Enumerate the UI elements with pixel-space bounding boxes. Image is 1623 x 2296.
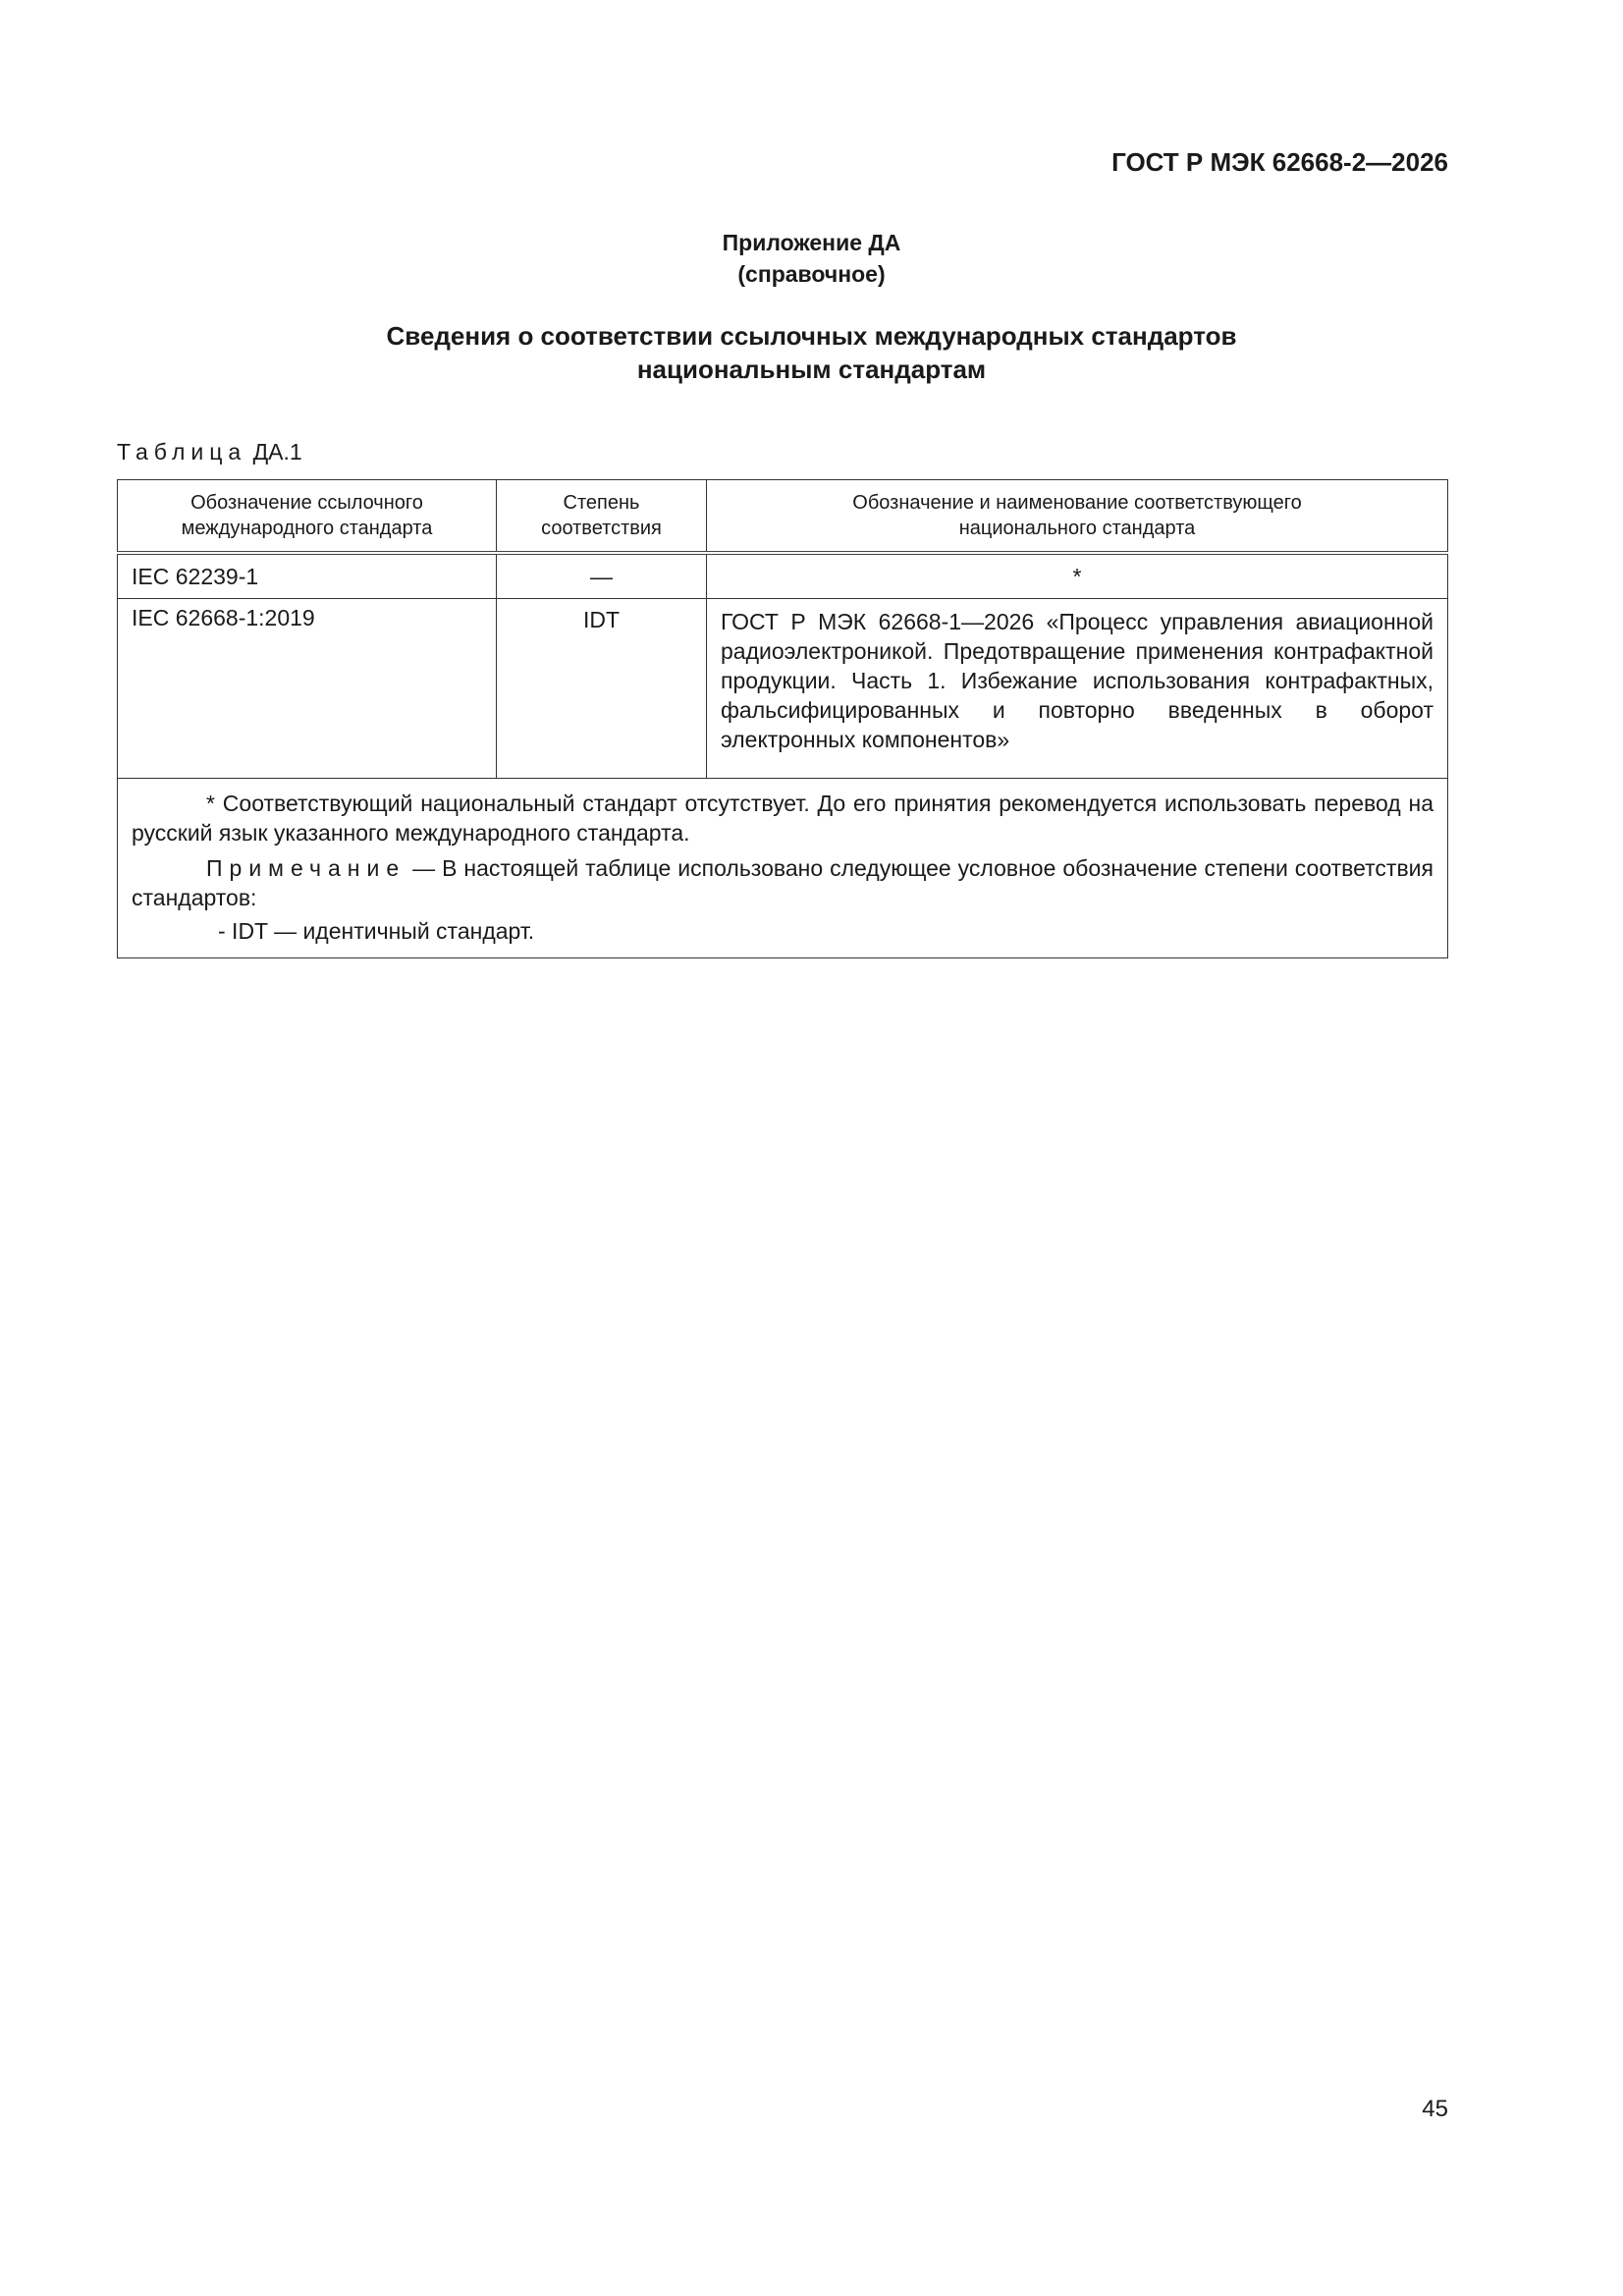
cell-degree: IDT xyxy=(497,599,707,779)
header-reference-standard xyxy=(118,480,497,554)
main-title xyxy=(0,319,1623,386)
annex-subtitle: (справочное) xyxy=(737,261,886,287)
document-code: ГОСТ Р МЭК 62668-2—2026 xyxy=(1111,147,1448,177)
table-row xyxy=(118,553,1448,599)
page-number: 45 xyxy=(1422,2096,1448,2122)
table-footnote-row xyxy=(118,779,1448,958)
header-degree-line2: соответствия xyxy=(541,518,662,539)
main-title-line1: Сведения о соответствии ссылочных международных стандартов xyxy=(386,321,1237,351)
header-reference-line2: международного стандарта xyxy=(181,518,433,539)
cell-national: ГОСТ Р МЭК 62668-1—2026 «Процесс управления авиационной радиоэлектроникой. Предотвращение применения контрафактной продукции. Часть 1. Избежание использования контрафактных, фальсифицированных и повторно введенных в оборот электронных компонентов» xyxy=(707,599,1448,779)
footnote-text: * Соответствующий национальный стандарт отсутствует. До его принятия рекомендуется использовать перевод на русский язык указанного международного стандарта. xyxy=(132,791,1434,846)
table-label xyxy=(117,439,302,465)
footnote-cell xyxy=(118,779,1448,958)
note-list-item: - IDT — идентичный стандарт. xyxy=(218,918,535,944)
cell-degree: — xyxy=(497,553,707,599)
header-reference-line1: Обозначение ссылочного xyxy=(190,492,423,514)
main-title-line2: национальным стандартам xyxy=(636,355,987,384)
cell-national: * xyxy=(707,553,1448,599)
table-row xyxy=(118,599,1448,779)
correspondence-table xyxy=(117,479,1448,958)
note-text: — В настоящей таблице использовано следующее условное обозначение степени соответствия стандартов: xyxy=(132,855,1434,910)
header-degree-line1: Степень xyxy=(563,492,640,514)
annex-heading xyxy=(0,227,1623,290)
header-degree xyxy=(497,480,707,554)
note-paragraph xyxy=(132,853,1434,912)
annex-title: Приложение ДА xyxy=(722,230,901,255)
table-label-word: Таблица xyxy=(117,439,247,465)
cell-reference: IEC 62668-1:2019 xyxy=(118,599,497,779)
note-label: Примечание xyxy=(206,855,406,881)
cell-reference: IEC 62239-1 xyxy=(118,553,497,599)
header-national-standard xyxy=(707,480,1448,554)
header-national-line2: национального стандарта xyxy=(958,518,1196,539)
table-header-row xyxy=(118,480,1448,554)
table-label-number: ДА.1 xyxy=(252,439,302,465)
header-national-line1: Обозначение и наименование соответствующего xyxy=(852,492,1302,514)
